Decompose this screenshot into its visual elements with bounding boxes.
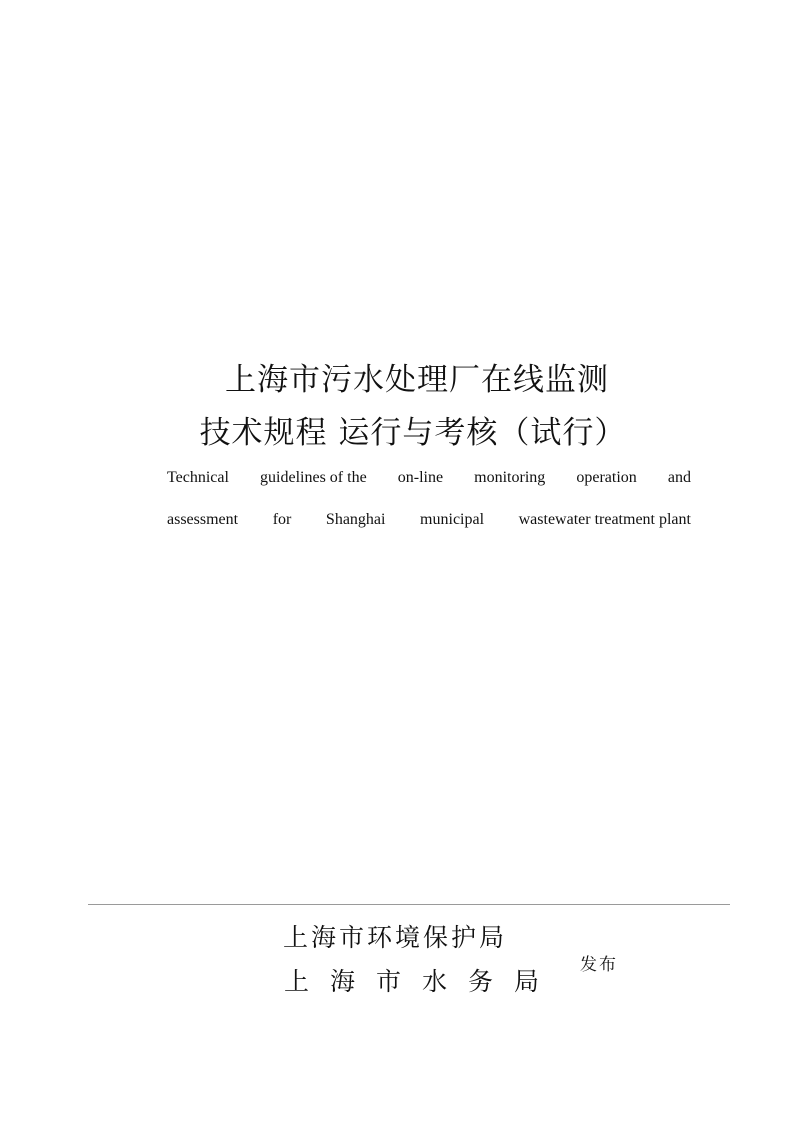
english-word: Shanghai xyxy=(325,511,386,528)
english-title-line-1 xyxy=(167,469,691,487)
publisher-environment-bureau: 上海市环境保护局 xyxy=(283,923,508,952)
english-word: and xyxy=(667,469,691,486)
english-word: municipal xyxy=(420,511,485,528)
chinese-title-line-2: 技术规程 运行与考核（试行） xyxy=(199,415,627,451)
english-word: guidelines of the xyxy=(260,469,367,486)
english-word: assessment xyxy=(167,511,239,528)
english-word: wastewater treatment plant xyxy=(518,511,691,528)
divider-line xyxy=(88,904,730,905)
issue-label: 发布 xyxy=(580,955,618,975)
publisher-water-bureau: 上海市水务局 xyxy=(284,967,561,996)
english-word: on-line xyxy=(397,469,444,486)
english-title-line-2 xyxy=(167,511,691,529)
english-word: monitoring xyxy=(474,469,546,486)
english-word: Technical xyxy=(167,469,229,486)
chinese-title-line-1: 上海市污水处理厂在线监测 xyxy=(225,362,609,398)
english-word: operation xyxy=(576,469,637,486)
english-word: for xyxy=(272,511,292,528)
